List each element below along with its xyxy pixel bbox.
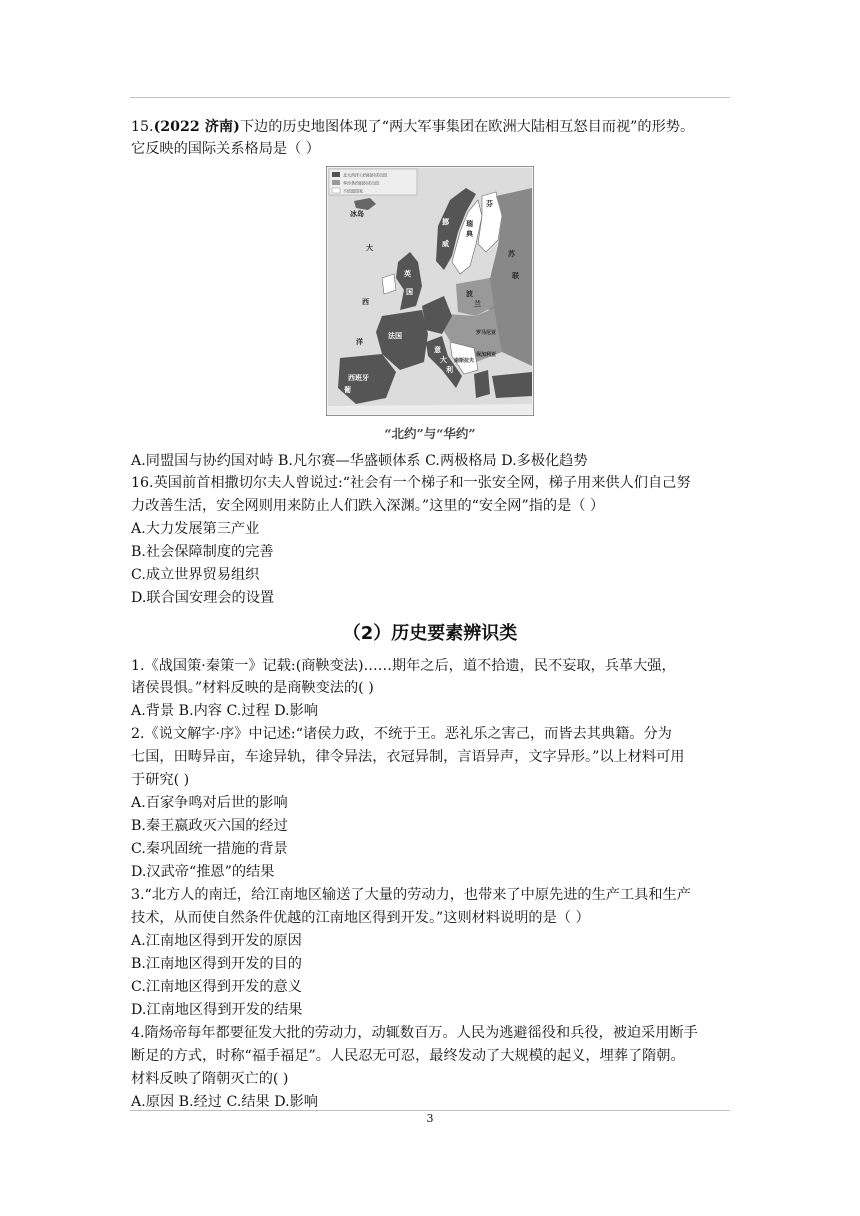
q4-stem-line3: 材料反映了隋朝灭亡的( ) — [131, 1071, 289, 1087]
map-label-portugal: 葡 — [344, 386, 351, 394]
q2-option-c: C.秦巩固统一措施的背景 — [131, 841, 288, 857]
page-number: 3 — [426, 1112, 434, 1125]
q3-option-b: B.江南地区得到开发的目的 — [131, 956, 302, 972]
legend-swatch-nonaligned — [332, 188, 340, 193]
q3-stem-line2: 技术，从而使自然条件优越的江南地区得到开发。”这则材料说明的是（ ） — [131, 910, 590, 926]
q4-options: A.原因 B.经过 C.结果 D.影响 — [131, 1094, 318, 1110]
map-caption: “北约”与“华约” — [384, 426, 476, 441]
map-label-yi: 意 — [434, 346, 441, 354]
legend-label-nonaligned: 不结盟国家 — [343, 188, 363, 194]
q2-option-d: D.汉武帝“推恩”的结果 — [131, 864, 275, 880]
q3-stem-line1: 3.“北方人的南迁，给江南地区输送了大量的劳动力，也带来了中原先进的生产工具和生产 — [131, 887, 691, 903]
map-label-lan: 兰 — [474, 300, 481, 308]
q15-stem-line1 — [131, 116, 694, 138]
map-label-bo: 波 — [466, 290, 473, 298]
map-label-guo: 国 — [406, 288, 413, 296]
map-label-li: 利 — [446, 366, 453, 374]
map-label-spain: 西班牙 — [348, 374, 369, 382]
legend-swatch-nato — [332, 172, 340, 177]
top-rule — [130, 97, 730, 98]
map-label-yang: 洋 — [356, 338, 363, 346]
q15-number: 15. — [131, 119, 154, 135]
q16-option-a: A.大力发展第三产业 — [131, 521, 260, 537]
map-label-iceland: 冰岛 — [350, 210, 364, 218]
map-label-france: 法国 — [388, 332, 402, 340]
map-label-da2: 大 — [440, 356, 447, 364]
q1-stem-line1: 1.《战国策·秦策一》记载:(商鞅变法)……期年之后，道不拾遗，民不妄取，兵革大强， — [131, 658, 676, 674]
q16-stem-line2: 力改善生活，安全网则用来防止人们跌入深渊。”这里的“安全网”指的是（ ） — [131, 498, 605, 514]
q4-stem-line2: 断足的方式，时称“福手福足”。人民忍无可忍，最终发动了大规模的起义，埋葬了隋朝。 — [131, 1048, 685, 1064]
legend-label-warsaw: 华沙条约组织成员国 — [343, 180, 379, 186]
q2-stem-line1: 2.《说文解字·序》中记述:“诸侯力政，不统于王。恶礼乐之害己，而皆去其典籍。分为 — [131, 726, 672, 742]
q15-source: (2022 济南) — [153, 119, 240, 135]
q15-options: A.同盟国与协约国对峙 B.凡尔赛—华盛顿体系 C.两极格局 D.多极化趋势 — [131, 453, 588, 469]
q16-option-b: B.社会保障制度的完善 — [131, 544, 274, 560]
map-label-bulgaria: 保加利亚 — [476, 352, 497, 358]
map-label-yugoslavia: 南斯拉夫 — [454, 358, 475, 364]
greece-shape — [474, 370, 490, 398]
q2-stem-line3: 于研究( ) — [131, 772, 190, 788]
map-label-dian: 典 — [466, 230, 473, 238]
ireland-shape — [382, 274, 396, 294]
bottom-rule — [130, 1110, 730, 1111]
q3-option-a: A.江南地区得到开发的原因 — [131, 933, 302, 949]
q16-option-c: C.成立世界贸易组织 — [131, 567, 260, 583]
map-label-wei: 威 — [442, 240, 449, 248]
map-label-rui: 瑞 — [466, 220, 473, 228]
legend-swatch-warsaw — [332, 180, 340, 185]
section-title: （2）历史要素辨识类 — [342, 623, 518, 644]
map-label-da: 大 — [366, 244, 373, 252]
map-label-romania: 罗马尼亚 — [476, 330, 497, 336]
q15-stem-line2: 它反映的国际关系格局是（ ） — [131, 141, 320, 157]
q3-option-d: D.江南地区得到开发的结果 — [131, 1002, 303, 1018]
q16-option-d: D.联合国安理会的设置 — [131, 590, 275, 606]
q16-stem-line1: 16.英国前首相撒切尔夫人曾说过:“社会有一个梯子和一张安全网，梯子用来供人们自己努 — [131, 475, 691, 491]
map-label-fen: 芬 — [486, 200, 493, 208]
q2-option-a: A.百家争鸣对后世的影响 — [131, 795, 288, 811]
q15-stem-text: 下边的历史地图体现了“两大军事集团在欧洲大陆相互怒目而视”的形势。 — [239, 119, 695, 135]
map-label-lian: 联 — [512, 272, 519, 280]
turkey-shape — [492, 372, 532, 398]
map-label-nuo: 挪 — [442, 218, 449, 226]
q2-option-b: B.秦王嬴政灭六国的经过 — [131, 818, 288, 834]
q3-option-c: C.江南地区得到开发的意义 — [131, 979, 302, 995]
map-label-ying: 英 — [404, 270, 411, 278]
map-label-su: 苏 — [508, 250, 515, 258]
nato-warsaw-map — [326, 166, 534, 416]
q1-options: A.背景 B.内容 C.过程 D.影响 — [131, 703, 318, 719]
q4-stem-line1: 4.隋炀帝每年都要征发大批的劳动力，动辄数百万。人民为逃避徭役和兵役，被迫采用断手 — [131, 1025, 698, 1041]
map-label-xi: 西 — [362, 298, 369, 306]
q1-stem-line2: 诸侯畏惧。”材料反映的是商鞅变法的( ) — [131, 680, 374, 696]
q2-stem-line2: 七国，田畴异亩，车途异轨，律令异法，衣冠异制，言语异声，文字异形。”以上材料可用 — [131, 749, 685, 765]
legend-label-nato: 北大西洋公约组织成员国 — [343, 172, 387, 178]
